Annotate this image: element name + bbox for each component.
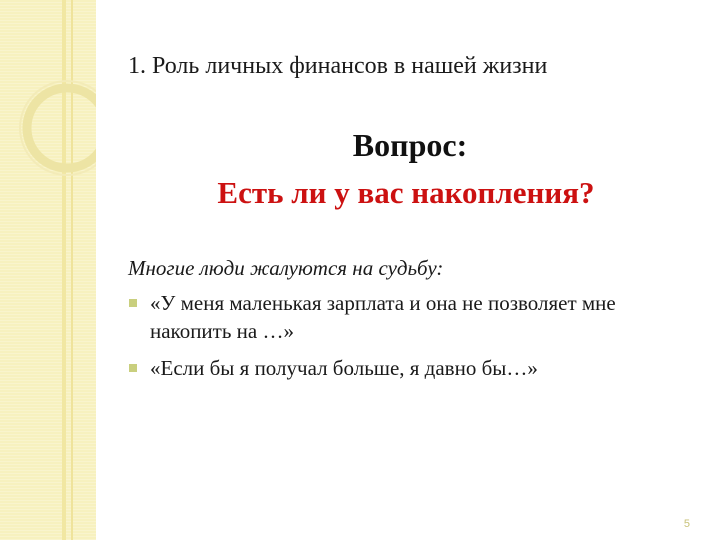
decorative-ring-icon (0, 0, 96, 540)
slide-title: 1. Роль личных финансов в нашей жизни (128, 53, 548, 79)
square-bullet-icon (129, 299, 137, 307)
page-number: 5 (683, 518, 690, 530)
bullet-item (128, 354, 668, 382)
bullet-text: «У меня маленькая зарплата и она не позволяет мне накопить на …» (150, 291, 616, 343)
intro-text: Многие люди жалуются на судьбу: (128, 256, 444, 280)
square-bullet-icon (129, 364, 137, 372)
bullet-list (128, 289, 668, 391)
question-text: Есть ли у вас накопления? (217, 175, 595, 210)
bullet-item (128, 289, 668, 345)
bullet-text: «Если бы я получал больше, я давно бы…» (150, 356, 538, 380)
question-label: Вопрос: (352, 127, 468, 163)
